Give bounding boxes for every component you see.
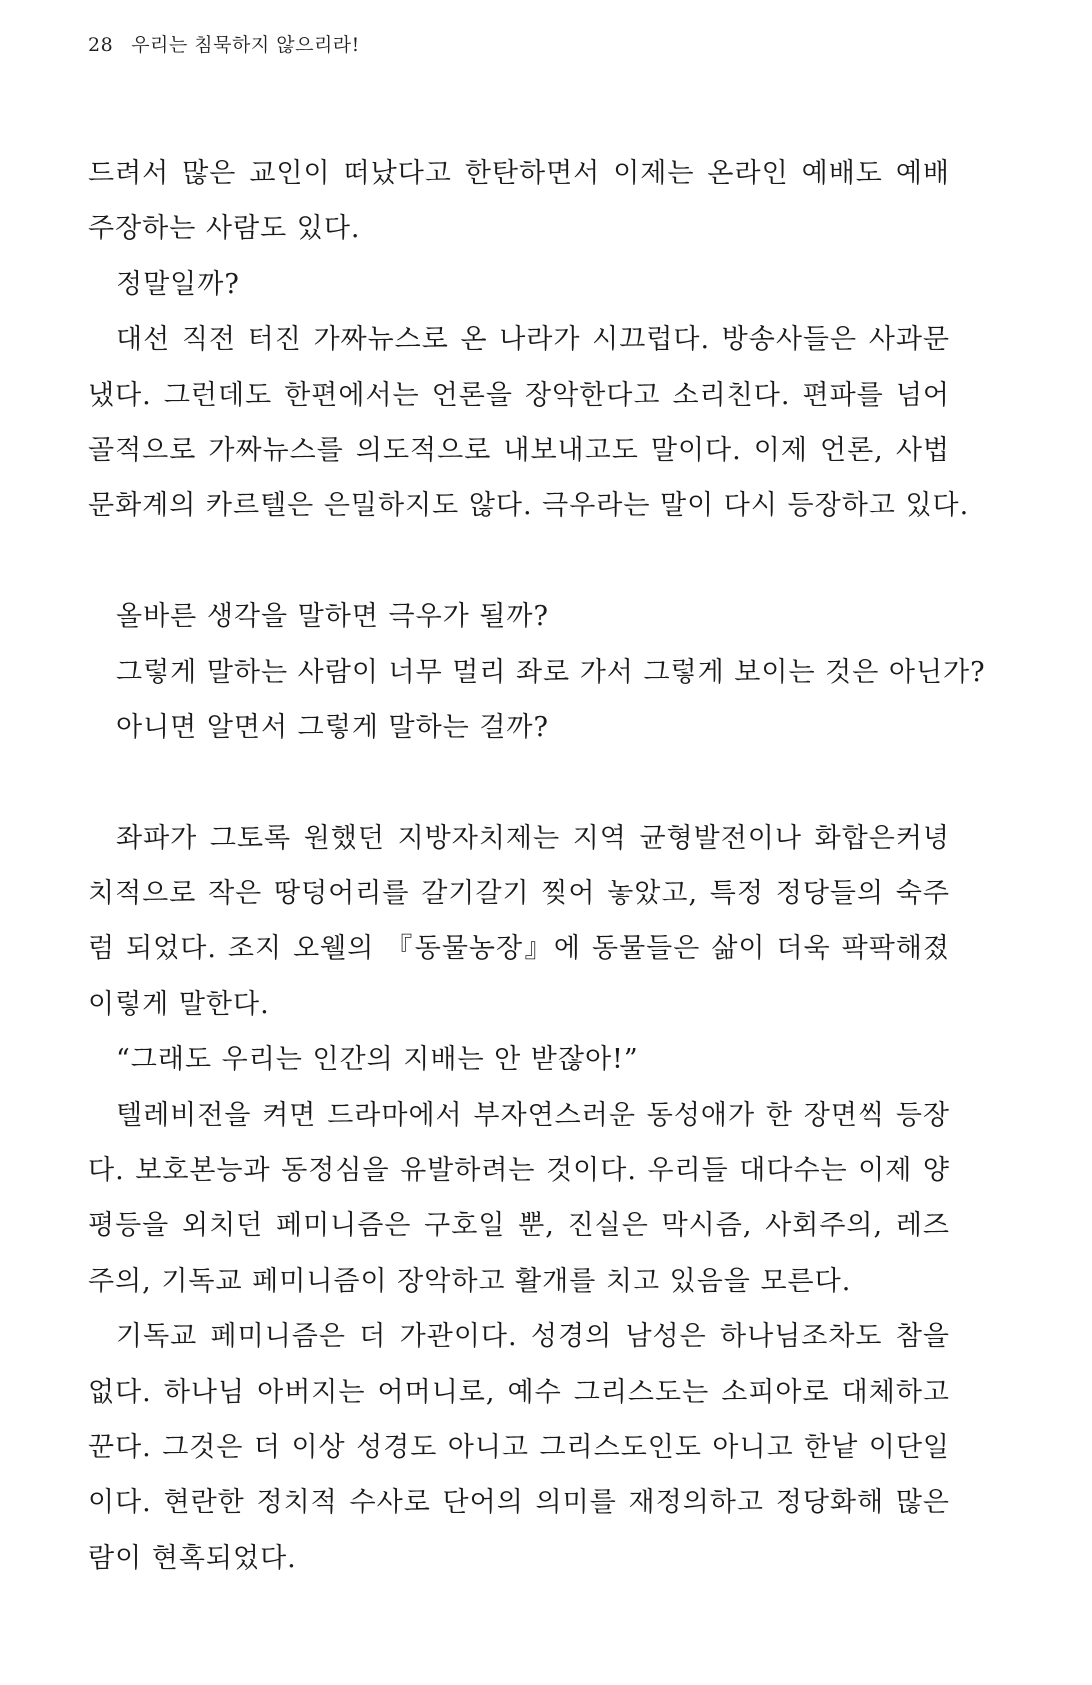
- text-line: 꾼다. 그것은 더 이상 성경도 아니고 그리스도인도 아니고 한낱 이단일: [88, 1431, 950, 1463]
- text-line: 드려서 많은 교인이 떠났다고 한탄하면서 이제는 온라인 예배도 예배: [88, 158, 950, 189]
- text-line: 이렇게 말한다.: [88, 988, 270, 1020]
- text-line: “그래도 우리는 인간의 지배는 안 받잖아!”: [116, 1044, 639, 1076]
- page-number: 28: [88, 34, 114, 56]
- paragraph-gap: [88, 755, 950, 810]
- book-title: 우리는 침묵하지 않으리라!: [131, 34, 360, 56]
- text-line: 이다. 현란한 정치적 수사로 단어의 의미를 재정의하고 정당화해 많은: [88, 1487, 950, 1519]
- text-line: 다. 보호본능과 동정심을 유발하려는 것이다. 우리들 대다수는 이제 양: [88, 1155, 950, 1187]
- text-line: 치적으로 작은 땅덩어리를 갈기갈기 찢어 놓았고, 특정 정당들의 숙주: [88, 878, 950, 910]
- text-line: 골적으로 가짜뉴스를 의도적으로 내보내고도 말이다. 이제 언론, 사법: [88, 434, 950, 466]
- paragraph-gap: [88, 534, 950, 589]
- text-line: 주장하는 사람도 있다.: [88, 213, 361, 245]
- text-line: 냈다. 그런데도 한편에서는 언론을 장악한다고 소리친다. 편파를 넘어: [88, 379, 950, 411]
- text-line: 평등을 외치던 페미니즘은 구호일 뿐, 진실은 막시즘, 사회주의, 레즈: [88, 1210, 950, 1242]
- text-line: 주의, 기독교 페미니즘이 장악하고 활개를 치고 있음을 모른다.: [88, 1265, 852, 1297]
- text-line: 럼 되었다. 조지 오웰의 『동물농장』에 동물들은 삶이 더욱 팍팍해졌: [88, 933, 950, 965]
- text-line: 문화계의 카르텔은 은밀하지도 않다. 극우라는 말이 다시 등장하고 있다.: [88, 490, 970, 522]
- text-line: 아니면 알면서 그렇게 말하는 걸까?: [116, 711, 549, 743]
- text-line: 텔레비전을 켜면 드라마에서 부자연스러운 동성애가 한 장면씩 등장: [116, 1099, 950, 1131]
- body-text: [88, 146, 986, 1586]
- text-line: 올바른 생각을 말하면 극우가 될까?: [116, 601, 549, 633]
- text-line: 기독교 페미니즘은 더 가관이다. 성경의 남성은 하나님조차도 참을: [116, 1321, 950, 1353]
- text-line: 대선 직전 터진 가짜뉴스로 온 나라가 시끄럽다. 방송사들은 사과문: [116, 324, 950, 356]
- text-line: 없다. 하나님 아버지는 어머니로, 예수 그리스도는 소피아로 대체하고: [88, 1376, 950, 1408]
- running-header: [88, 30, 360, 57]
- text-line: 좌파가 그토록 원했던 지방자치제는 지역 균형발전이나 화합은커녕: [116, 822, 950, 854]
- text-line: 정말일까?: [116, 268, 240, 300]
- text-line: 그렇게 말하는 사람이 너무 멀리 좌로 가서 그렇게 보이는 것은 아닌가?: [116, 656, 986, 688]
- text-line: 람이 현혹되었다.: [88, 1542, 297, 1574]
